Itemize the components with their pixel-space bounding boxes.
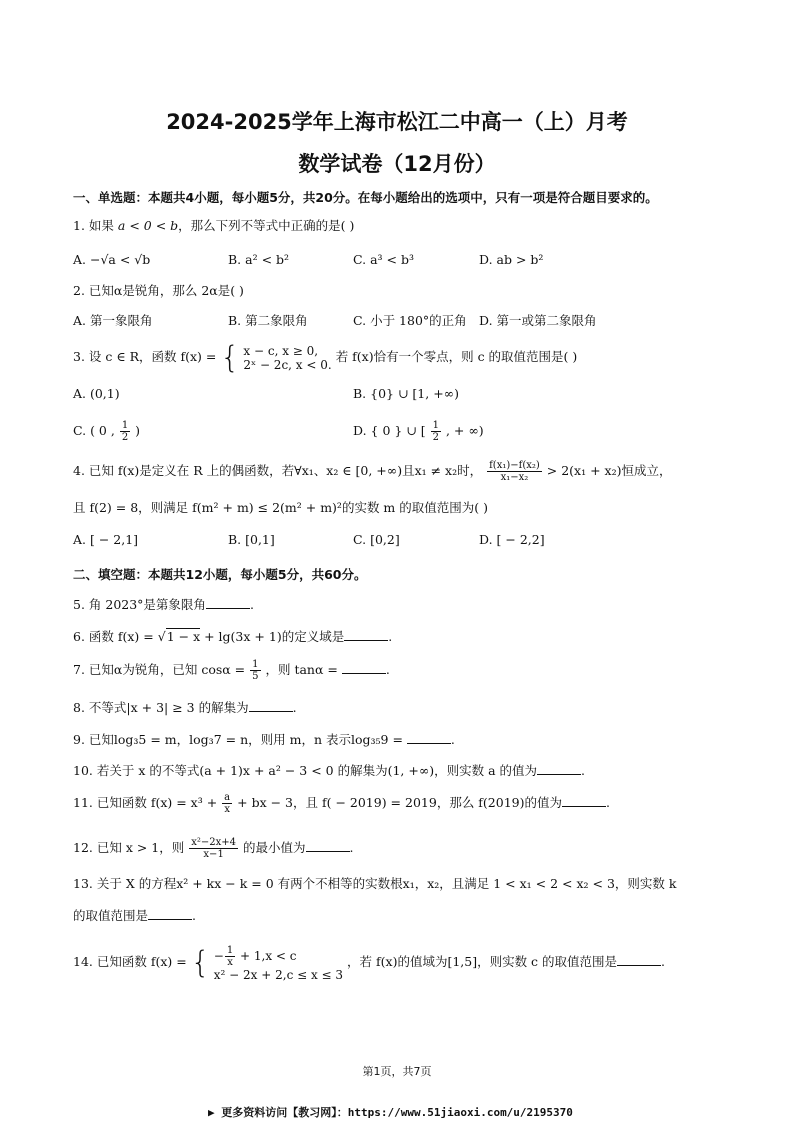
answer-blank[interactable]: [537, 762, 581, 775]
question-13-line2: 的取值范围是 .: [73, 908, 196, 923]
section-heading-single-choice: 一、单选题：本题共4小题，每小题5分，共20分。在每小题给出的选项中，只有一项是符合题目要求的。: [73, 190, 658, 205]
answer-blank[interactable]: [562, 794, 606, 807]
q4-option-c: C. [0,2]: [353, 532, 400, 547]
answer-blank[interactable]: [148, 907, 192, 920]
question-9: 9. 已知log₃5 = m，log₃7 = n，则用 m，n 表示log₃₅9 = .: [73, 732, 455, 747]
exam-title: 2024-2025学年上海市松江二中高一（上）月考: [166, 110, 628, 134]
q2-option-b: B. 第二象限角: [228, 313, 308, 328]
q4-option-a: A. [ − 2,1]: [73, 532, 139, 547]
q3-option-a: A. (0,1): [73, 386, 120, 401]
question-8: 8. 不等式|x + 3| ≥ 3 的解集为 .: [73, 700, 297, 715]
question-10: 10. 若关于 x 的不等式(a + 1)x + a² − 3 < 0 的解集为(1, +∞)，则实数 a 的值为 .: [73, 763, 586, 778]
answer-blank[interactable]: [306, 839, 350, 852]
promo-link[interactable]: ▶ 更多资料访问【教习网】：https://www.51jiaoxi.com/u/2195370: [208, 1106, 573, 1119]
q1-option-d: D. ab > b²: [479, 252, 544, 267]
q3-option-c: C. ( 0 , $\frac{1}{2}$ ): [73, 420, 141, 443]
answer-blank[interactable]: [249, 699, 293, 712]
q4-option-b: B. [0,1]: [228, 532, 275, 547]
question-3: 3. 设 c ∈ R，函数 f(x) = { x − c, x ≥ 0, 2ˣ − 2c, x < 0. 若 f(x)恰有一个零点，则 c 的取值范围是( ): [73, 340, 578, 375]
q1-option-a: A. −√a < √b: [73, 252, 151, 267]
answer-blank[interactable]: [206, 596, 250, 609]
question-4: 4. 已知 f(x)是定义在 R 上的偶函数，若∀x₁、x₂ ∈ [0, +∞)且x₁ ≠ x₂时， $\frac{\text{f(x₁)−f(x₂)}}{\text{x₁−x₂}}$ > 2(x₁ + x₂)恒成立，: [73, 460, 672, 483]
q3-option-b: B. {0} ∪ [1, +∞): [353, 386, 459, 401]
q2-option-d: D. 第一或第二象限角: [479, 313, 597, 328]
q1-option-c: C. a³ < b³: [353, 252, 414, 267]
answer-blank[interactable]: [407, 731, 451, 744]
question-1: 1. 如果 a < 0 < b，那么下列不等式中正确的是( ): [73, 218, 355, 233]
question-6: 6. 函数 f(x) = √1 − x + lg(3x + 1)的定义域是 .: [73, 629, 393, 644]
q2-option-a: A. 第一象限角: [73, 313, 153, 328]
question-13: 13. 关于 X 的方程x² + kx − k = 0 有两个不相等的实数根x₁，x₂，且满足 1 < x₁ < 2 < x₂ < 3，则实数 k: [73, 876, 677, 891]
answer-blank[interactable]: [344, 628, 388, 641]
q2-option-c: C. 小于 180°的正角: [353, 313, 467, 328]
question-12: 12. 已知 x > 1，则 $\frac{\text{x²−2x+4}}{x-1}$ 的最小值为 .: [73, 837, 354, 860]
question-7: 7. 已知α为锐角，已知 cosα = $\frac{1}{5}$ ，则 tanα = .: [73, 659, 390, 682]
q4-option-d: D. [ − 2,2]: [479, 532, 545, 547]
section-heading-fill-in: 二、填空题：本题共12小题，每小题5分，共60分。: [73, 567, 367, 582]
question-2: 2. 已知α是锐角，那么 2α是( ): [73, 283, 244, 298]
answer-blank[interactable]: [617, 953, 661, 966]
page-footer: 第1页，共7页: [362, 1065, 432, 1078]
question-4-line2: 且 f(2) = 8，则满足 f(m² + m) ≤ 2(m² + m)²的实数 m 的取值范围为( ): [73, 500, 488, 515]
question-11: 11. 已知函数 f(x) = x³ + $\frac{a}{x}$ + bx − 3，且 f( − 2019) = 2019，那么 f(2019)的值为 .: [73, 792, 610, 815]
piecewise-function: { x − c, x ≥ 0, 2ˣ − 2c, x < 0.: [220, 340, 332, 375]
q3-option-d: D. { 0 } ∪ [ $\frac{1}{2}$ , + ∞): [353, 420, 484, 443]
piecewise-function: { − $\frac{1}{x}$ + 1,x < c x² − 2x + 2,c ≤ x ≤ 3: [190, 944, 344, 982]
question-14: 14. 已知函数 f(x) = { − $\frac{1}{x}$ + 1,x < c x² − 2x + 2,c ≤ x ≤ 3 ，若 f(x)的值域为[1,5]，则实数 c 的取值范围是 .: [73, 940, 665, 985]
answer-blank[interactable]: [342, 661, 386, 674]
exam-subtitle: 数学试卷（12月份）: [298, 152, 496, 176]
question-5: 5. 角 2023°是第象限角 .: [73, 597, 254, 612]
q1-option-b: B. a² < b²: [228, 252, 290, 267]
